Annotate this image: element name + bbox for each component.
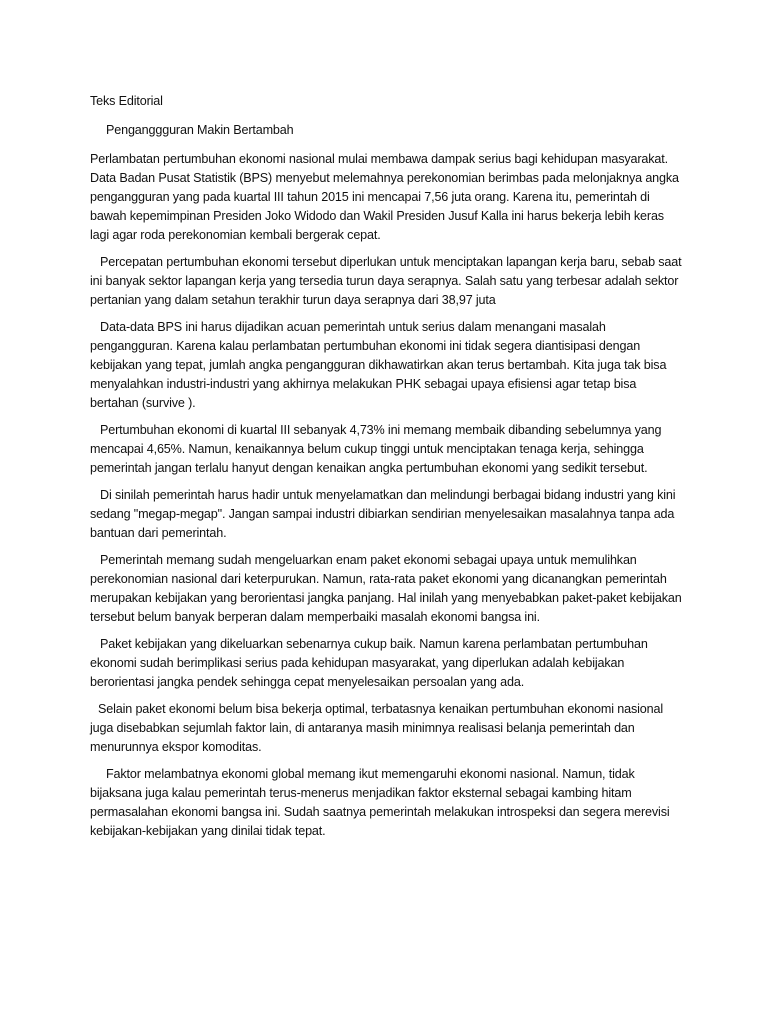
paragraph-9: Faktor melambatnya ekonomi global memang ikut memengaruhi ekonomi nasional. Namun, tidak bijaksana juga kalau pemerintah terus-menerus menjadikan faktor eksternal sebagai kambing hitam permasalahan ekonomi bangsa ini. Sudah saatnya pemerintah melakukan introspeksi dan segera merevisi kebijakan-kebijakan yang dinilai tidak tepat. [90,767,670,838]
paragraph-1: Perlambatan pertumbuhan ekonomi nasional mulai membawa dampak serius bagi kehidupan masyarakat. Data Badan Pusat Statistik (BPS) menyebut melemahnya perekonomian berimbas pada melonjaknya angka pengangguran yang pada kuartal III tahun 2015 ini mencapai 7,56 juta orang. Karena itu, pemerintah di bawah kepemimpinan Presiden Joko Widodo dan Wakil Presiden Jusuf Kalla ini harus bekerja lebih keras lagi agar roda perekonomian kembali bergerak cepat. [90,152,679,242]
document-body [90,92,685,849]
paragraph-8: Selain paket ekonomi belum bisa bekerja optimal, terbatasnya kenaikan pertumbuhan ekonomi nasional juga disebabkan sejumlah faktor lain, di antaranya masih minimnya realisasi belanja pemerintah dan menurunnya ekspor komoditas. [90,702,663,754]
paragraph-6: Pemerintah memang sudah mengeluarkan enam paket ekonomi sebagai upaya untuk memulihkan perekonomian nasional dari keterpurukan. Namun, rata-rata paket ekonomi yang dicanangkan pemerintah merupakan kebijakan yang berorientasi jangka panjang. Hal inilah yang menyebabkan paket-paket kebijakan tersebut belum banyak berperan dalam memperbaiki masalah ekonomi bangsa ini. [90,553,682,624]
paragraph-2: Percepatan pertumbuhan ekonomi tersebut diperlukan untuk menciptakan lapangan kerja baru, sebab saat ini banyak sektor lapangan kerja yang tersedia turun daya serapnya. Salah satu yang terbesar adalah sektor pertanian yang dalam setahun terakhir turun daya serapnya dari 38,97 juta [90,255,682,307]
paragraph-3: Data-data BPS ini harus dijadikan acuan pemerintah untuk serius dalam menangani masalah pengangguran. Karena kalau perlambatan pertumbuhan ekonomi ini tidak segera diantisipasi dengan kebijakan yang tepat, jumlah angka pengangguran dikhawatirkan akan terus bertambah. Kita juga tak bisa menyalahkan industri-industri yang akhirnya melakukan PHK sebagai upaya efisiensi agar tetap bisa bertahan (survive ). [90,320,667,410]
editorial-title: Penganggguran Makin Bertambah [106,123,294,137]
paragraph-4: Pertumbuhan ekonomi di kuartal III sebanyak 4,73% ini memang membaik dibanding sebelumnya yang mencapai 4,65%. Namun, kenaikannya belum cukup tinggi untuk menciptakan tenaga kerja, sehingga pemerintah jangan terlalu hanyut dengan kenaikan angka pertumbuhan ekonomi yang sedikit tersebut. [90,423,662,475]
paragraph-5: Di sinilah pemerintah harus hadir untuk menyelamatkan dan melindungi berbagai bidang industri yang kini sedang "megap-megap". Jangan sampai industri dibiarkan sendirian menyelesaikan masalahnya tanpa ada bantuan dari pemerintah. [90,488,676,540]
paragraph-7: Paket kebijakan yang dikeluarkan sebenarnya cukup baik. Namun karena perlambatan pertumbuhan ekonomi sudah berimplikasi serius pada kehidupan masyarakat, yang diperlukan adalah kebijakan berorientasi jangka pendek sehingga cepat menyelesaikan persoalan yang ada. [90,637,648,689]
document-label: Teks Editorial [90,94,163,108]
